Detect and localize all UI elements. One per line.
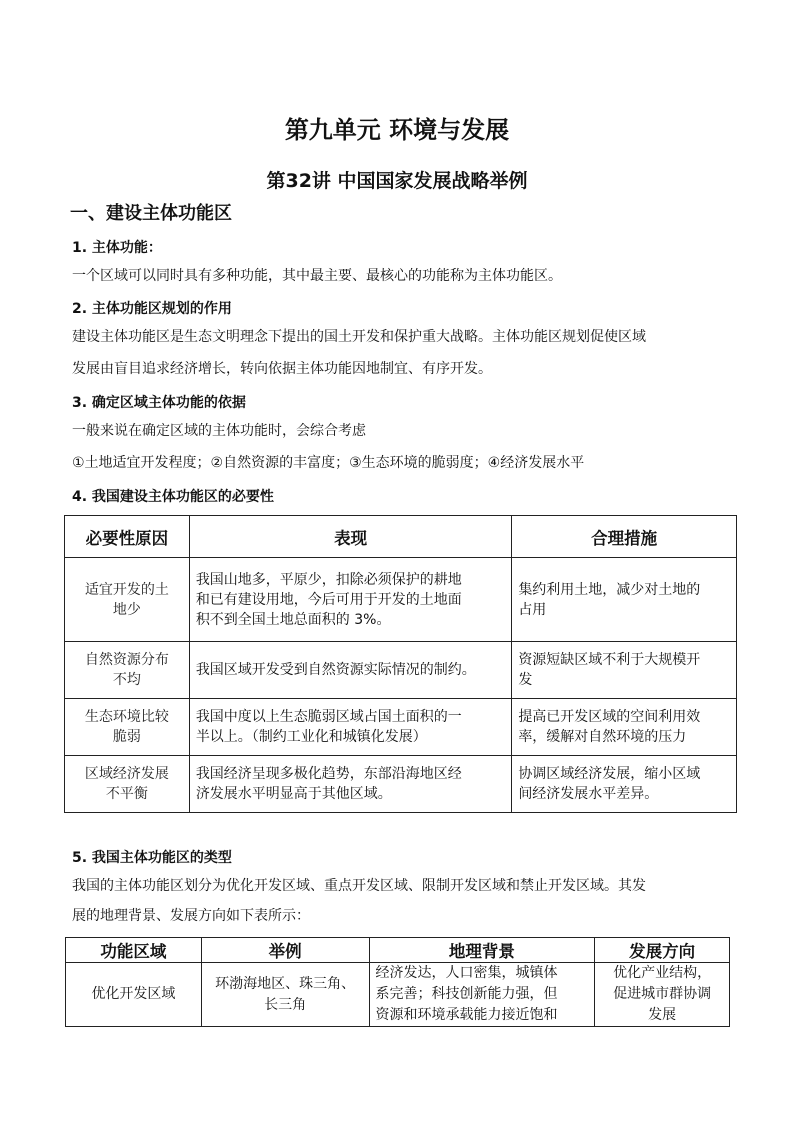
lesson-title: 第32讲 中国国家发展战略举例 xyxy=(266,170,528,192)
table-header-cell: 必要性原因 xyxy=(65,516,190,558)
paragraph-2-line-1: 建设主体功能区是生态文明理念下提出的国土开发和保护重大战略。主体功能区规划促使区域 xyxy=(72,329,646,345)
table-header-cell: 举例 xyxy=(201,938,369,963)
table-header-cell: 功能区域 xyxy=(66,938,202,963)
table-cell-reason: 自然资源分布 不均 xyxy=(65,642,190,699)
zone-types-table xyxy=(65,937,730,1027)
table-row xyxy=(65,699,737,756)
table-cell-manifestation: 我国区域开发受到自然资源实际情况的制约。 xyxy=(189,642,512,699)
table-cell-background: 经济发达，人口密集，城镇体 系完善；科技创新能力强，但 资源和环境承载能力接近饱和 xyxy=(369,963,595,1027)
section-heading: 一、建设主体功能区 xyxy=(70,203,232,224)
unit-title: 第九单元 环境与发展 xyxy=(284,116,510,144)
table-row xyxy=(65,558,737,642)
subheading-2: 2. 主体功能区规划的作用 xyxy=(72,301,232,317)
paragraph-5-line-1: 我国的主体功能区划分为优化开发区域、重点开发区域、限制开发区域和禁止开发区域。其发 xyxy=(72,878,646,894)
table-row xyxy=(66,963,730,1027)
table-cell-measure: 集约利用土地，减少对土地的 占用 xyxy=(512,558,737,642)
subheading-3: 3. 确定区域主体功能的依据 xyxy=(72,395,246,411)
paragraph-2-line-2: 发展由盲目追求经济增长，转向依据主体功能因地制宜、有序开发。 xyxy=(72,361,492,377)
subheading-4: 4. 我国建设主体功能区的必要性 xyxy=(72,489,274,505)
table-cell-measure: 协调区域经济发展，缩小区域 间经济发展水平差异。 xyxy=(512,756,737,813)
paragraph-3-line-2: ①土地适宜开发程度；②自然资源的丰富度；③生态环境的脆弱度；④经济发展水平 xyxy=(72,455,585,471)
table-row xyxy=(65,642,737,699)
table-cell-zone: 优化开发区域 xyxy=(66,963,202,1027)
paragraph-1: 一个区域可以同时具有多种功能，其中最主要、最核心的功能称为主体功能区。 xyxy=(72,268,562,284)
table-cell-measure: 提高已开发区域的空间利用效 率，缓解对自然环境的压力 xyxy=(512,699,737,756)
table-header-row xyxy=(65,516,737,558)
table-header-cell: 表现 xyxy=(189,516,512,558)
paragraph-3-line-1: 一般来说在确定区域的主体功能时，会综合考虑 xyxy=(72,423,366,439)
table-header-cell: 发展方向 xyxy=(595,938,730,963)
table-cell-reason: 区域经济发展 不平衡 xyxy=(65,756,190,813)
table-header-cell: 合理措施 xyxy=(512,516,737,558)
table-cell-direction: 优化产业结构， 促进城市群协调 发展 xyxy=(595,963,730,1027)
table-row xyxy=(65,756,737,813)
table-cell-reason: 生态环境比较 脆弱 xyxy=(65,699,190,756)
subheading-1: 1. 主体功能： xyxy=(72,240,162,256)
table-header-cell: 地理背景 xyxy=(369,938,595,963)
table-cell-manifestation: 我国山地多，平原少，扣除必须保护的耕地 和已有建设用地，今后可用于开发的土地面 积不到全国土地总面积的 3%。 xyxy=(189,558,512,642)
table-cell-manifestation: 我国经济呈现多极化趋势，东部沿海地区经 济发展水平明显高于其他区域。 xyxy=(189,756,512,813)
table-cell-manifestation: 我国中度以上生态脆弱区域占国土面积的一 半以上。（制约工业化和城镇化发展） xyxy=(189,699,512,756)
table-cell-reason: 适宜开发的土 地少 xyxy=(65,558,190,642)
subheading-5: 5. 我国主体功能区的类型 xyxy=(72,850,232,866)
table-cell-measure: 资源短缺区域不利于大规模开 发 xyxy=(512,642,737,699)
necessity-table xyxy=(64,515,737,813)
paragraph-5-line-2: 展的地理背景、发展方向如下表所示： xyxy=(72,908,310,924)
table-cell-example: 环渤海地区、珠三角、 长三角 xyxy=(201,963,369,1027)
table-header-row xyxy=(66,938,730,963)
